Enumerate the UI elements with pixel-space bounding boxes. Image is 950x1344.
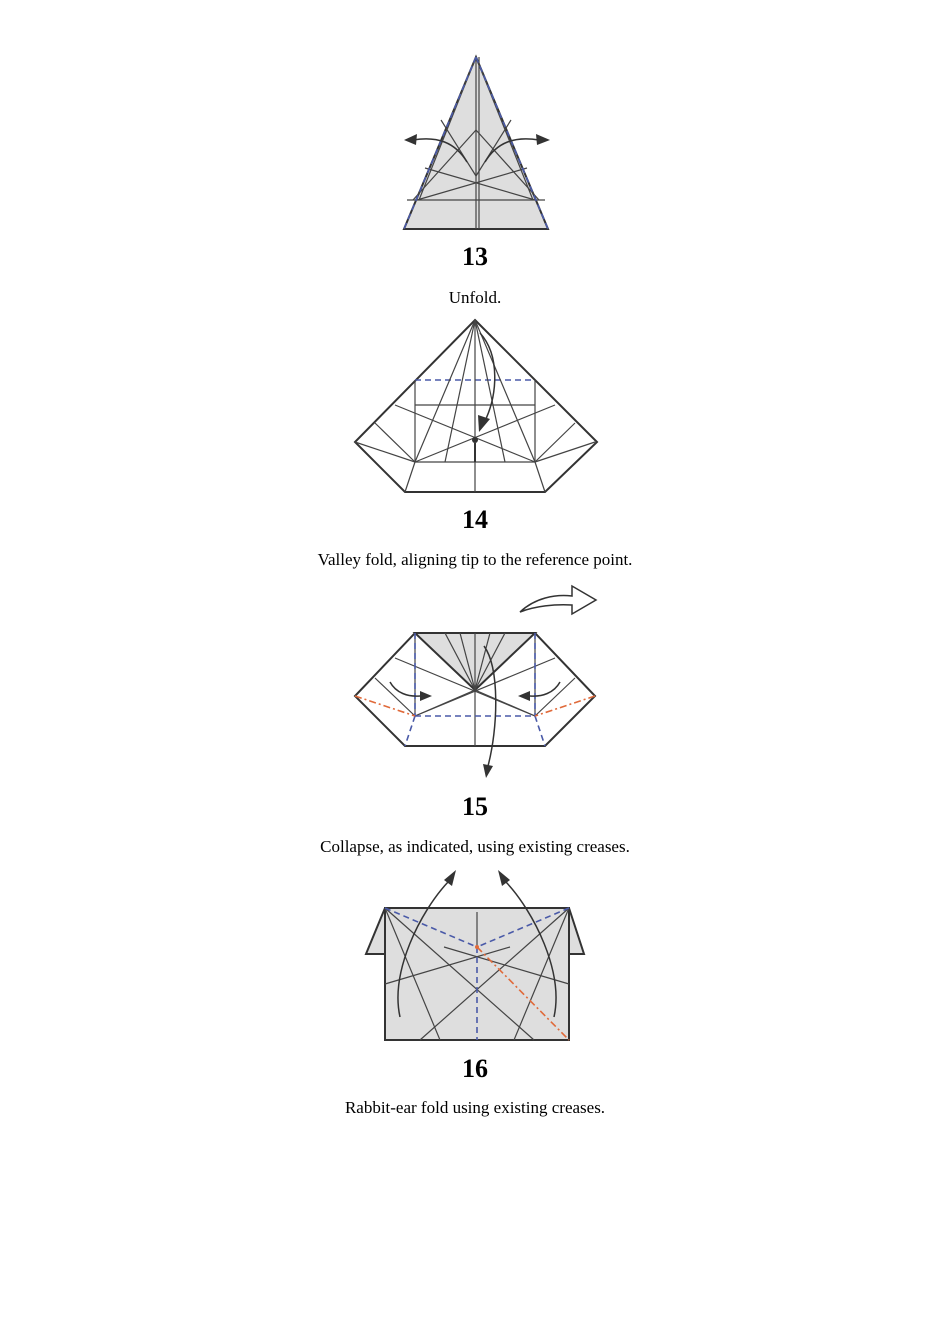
step-14-number: 14 bbox=[462, 505, 488, 534]
step-13-caption: Unfold. bbox=[448, 288, 502, 307]
step-16-caption: Rabbit-ear fold using existing creases. bbox=[344, 1098, 606, 1117]
step-15-diagram bbox=[350, 578, 605, 783]
step-14-caption: Valley fold, aligning tip to the reference point. bbox=[317, 550, 633, 569]
step-15-number: 15 bbox=[462, 792, 488, 821]
step-16-diagram bbox=[360, 862, 590, 1047]
step-16-number: 16 bbox=[462, 1054, 488, 1083]
step-13-diagram bbox=[395, 50, 560, 235]
step-14-diagram bbox=[350, 315, 600, 500]
step-13-number: 13 bbox=[462, 242, 488, 271]
step-15-caption: Collapse, as indicated, using existing creases. bbox=[320, 837, 630, 856]
